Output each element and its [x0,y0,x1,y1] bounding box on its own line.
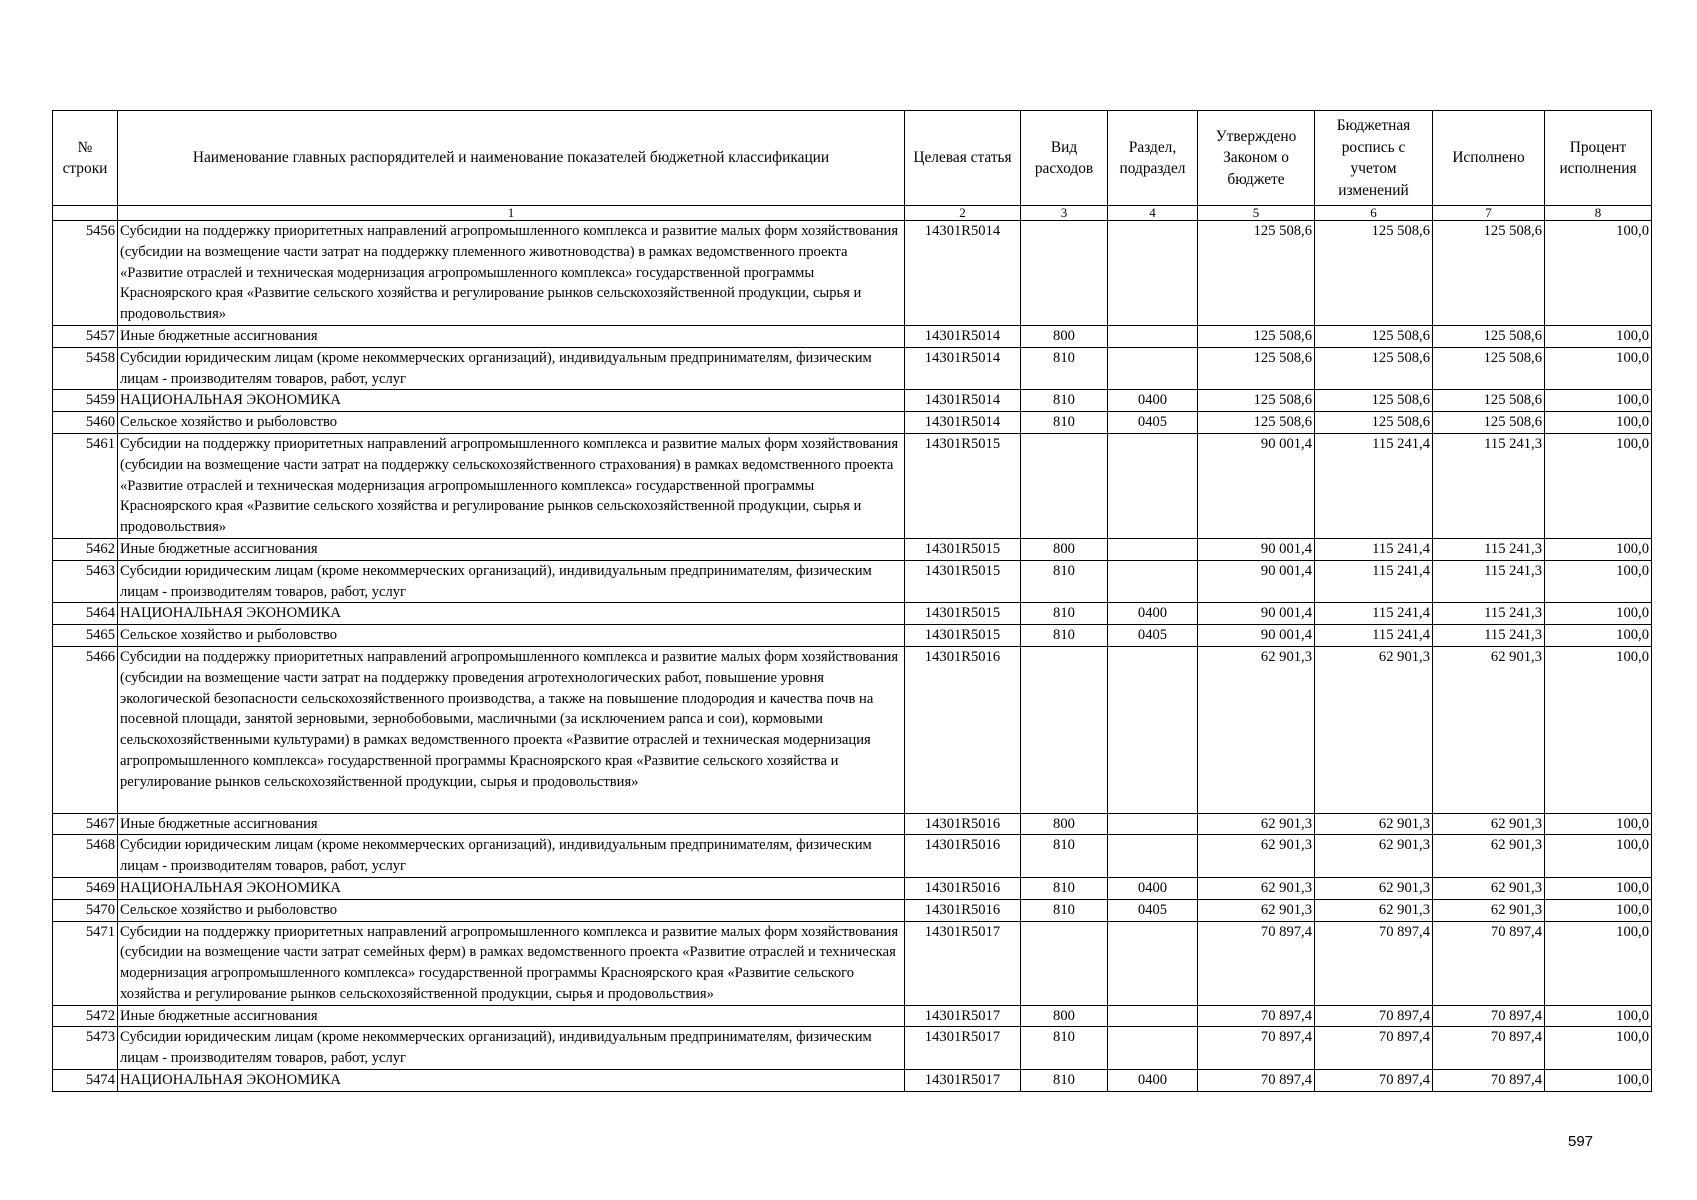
executed-cell: 125 508,6 [1433,390,1545,412]
executed-cell: 70 897,4 [1433,1070,1545,1092]
name-cell: Сельское хозяйство и рыболовство [118,412,905,434]
name-cell: Субсидии юридическим лицам (кроме некоммерческих организаций), индивидуальным предпринимателям, физическим лицам - производителям товаров, работ, услуг [118,347,905,390]
table-row [53,221,1652,326]
section-cell [1108,1005,1198,1027]
name-cell: Субсидии юридическим лицам (кроме некоммерческих организаций), индивидуальным предпринимателям, физическим лицам - производителям товаров, работ, услуг [118,560,905,603]
expense-type-cell: 800 [1021,538,1108,560]
budget-roster-cell: 70 897,4 [1315,1005,1433,1027]
name-cell: Субсидии на поддержку приоритетных направлений агропромышленного комплекса и развитие малых форм хозяйствования (субсидии на возмещение части затрат семейных ферм) в рамках ведомственного проекта «Развитие отраслей и техническая модернизация агропромышленного комплекса» государственной программы Красноярского края «Развитие сельского хозяйства и регулирование рынков сельскохозяйственной продукции, сырья и продовольствия» [118,921,905,1005]
name-cell: НАЦИОНАЛЬНАЯ ЭКОНОМИКА [118,1070,905,1092]
target-article-cell: 14301R5017 [905,1005,1021,1027]
percent-cell: 100,0 [1545,1005,1652,1027]
header-target-article: Целевая статья [905,111,1021,206]
name-cell: Иные бюджетные ассигнования [118,538,905,560]
approved-cell: 125 508,6 [1198,221,1315,326]
executed-cell: 62 901,3 [1433,835,1545,878]
expense-type-cell: 800 [1021,813,1108,835]
target-article-cell: 14301R5016 [905,877,1021,899]
executed-cell: 115 241,3 [1433,538,1545,560]
header-approved: Утверждено Законом о бюджете [1198,111,1315,206]
name-cell: Иные бюджетные ассигнования [118,325,905,347]
table-body [53,221,1652,1092]
target-article-cell: 14301R5014 [905,347,1021,390]
expense-type-cell [1021,221,1108,326]
section-cell [1108,560,1198,603]
budget-execution-table [52,110,1652,1092]
name-cell: Субсидии на поддержку приоритетных направлений агропромышленного комплекса и развитие малых форм хозяйствования (субсидии на возмещение части затрат на поддержку племенного животноводства) в рамках ведомственного проекта «Развитие отраслей и техническая модернизация агропромышленного комплекса» государственной программы Красноярского края «Развитие сельского хозяйства и регулирование рынков сельскохозяйственной продукции, сырья и продовольствия» [118,221,905,326]
budget-roster-cell: 115 241,4 [1315,603,1433,625]
approved-cell: 90 001,4 [1198,603,1315,625]
table-row [53,1070,1652,1092]
expense-type-cell: 810 [1021,899,1108,921]
column-number: 2 [905,206,1021,221]
section-cell [1108,538,1198,560]
name-cell: НАЦИОНАЛЬНАЯ ЭКОНОМИКА [118,390,905,412]
column-number: 6 [1315,206,1433,221]
name-cell: Субсидии на поддержку приоритетных направлений агропромышленного комплекса и развитие малых форм хозяйствования (субсидии на возмещение части затрат на поддержку проведения агротехнологических работ, повышение уровня экологической безопасности сельскохозяйственного производства, а также на повышение плодородия и качества почв на посевной площади, занятой зерновыми, зернобобовыми, масличными (за исключением рапса и сои), кормовыми сельскохозяйственными культурами) в рамках ведомственного проекта «Развитие отраслей и техническая модернизация агропромышленного комплекса» государственной программы Красноярского края «Развитие сельского хозяйства и регулирование рынков сельскохозяйственной продукции, сырья и продовольствия» [118,646,905,813]
executed-cell: 70 897,4 [1433,1027,1545,1070]
budget-roster-cell: 70 897,4 [1315,1070,1433,1092]
approved-cell: 125 508,6 [1198,390,1315,412]
name-cell: Субсидии юридическим лицам (кроме некоммерческих организаций), индивидуальным предпринимателям, физическим лицам - производителям товаров, работ, услуг [118,835,905,878]
section-cell: 0400 [1108,603,1198,625]
name-cell: Иные бюджетные ассигнования [118,1005,905,1027]
percent-cell: 100,0 [1545,347,1652,390]
expense-type-cell [1021,921,1108,1005]
approved-cell: 90 001,4 [1198,538,1315,560]
column-number: 1 [118,206,905,221]
approved-cell: 125 508,6 [1198,347,1315,390]
table-row [53,412,1652,434]
expense-type-cell: 810 [1021,1027,1108,1070]
executed-cell: 115 241,3 [1433,560,1545,603]
executed-cell: 125 508,6 [1433,347,1545,390]
section-cell: 0400 [1108,877,1198,899]
column-number: 4 [1108,206,1198,221]
expense-type-cell: 810 [1021,625,1108,647]
executed-cell: 125 508,6 [1433,221,1545,326]
expense-type-cell: 800 [1021,325,1108,347]
budget-roster-cell: 125 508,6 [1315,390,1433,412]
percent-cell: 100,0 [1545,646,1652,813]
budget-roster-cell: 70 897,4 [1315,1027,1433,1070]
table-row [53,433,1652,538]
budget-roster-cell: 70 897,4 [1315,921,1433,1005]
budget-roster-cell: 62 901,3 [1315,646,1433,813]
percent-cell: 100,0 [1545,1027,1652,1070]
section-cell: 0400 [1108,390,1198,412]
column-number-row [53,206,1652,221]
executed-cell: 125 508,6 [1433,412,1545,434]
row-number-cell: 5465 [53,625,118,647]
table-row [53,560,1652,603]
percent-cell: 100,0 [1545,603,1652,625]
approved-cell: 70 897,4 [1198,921,1315,1005]
percent-cell: 100,0 [1545,221,1652,326]
name-cell: Субсидии на поддержку приоритетных направлений агропромышленного комплекса и развитие малых форм хозяйствования (субсидии на возмещение части затрат на поддержку сельскохозяйственного страхования) в рамках ведомственного проекта «Развитие отраслей и техническая модернизация агропромышленного комплекса» государственной программы Красноярского края «Развитие сельского хозяйства и регулирование рынков сельскохозяйственной продукции, сырья и продовольствия» [118,433,905,538]
budget-roster-cell: 115 241,4 [1315,625,1433,647]
budget-roster-cell: 62 901,3 [1315,899,1433,921]
section-cell [1108,325,1198,347]
target-article-cell: 14301R5014 [905,325,1021,347]
table-row [53,646,1652,813]
table-header-row [53,111,1652,206]
header-row-number: № строки [53,111,118,206]
budget-roster-cell: 62 901,3 [1315,877,1433,899]
row-number-cell: 5464 [53,603,118,625]
table-row [53,1005,1652,1027]
expense-type-cell: 810 [1021,390,1108,412]
row-number-cell: 5472 [53,1005,118,1027]
header-budget-roster: Бюджетная роспись с учетом изменений [1315,111,1433,206]
header-expense-type: Вид расходов [1021,111,1108,206]
name-cell: Сельское хозяйство и рыболовство [118,899,905,921]
row-number-cell: 5461 [53,433,118,538]
page-number: 597 [1568,1133,1594,1150]
budget-roster-cell: 62 901,3 [1315,835,1433,878]
expense-type-cell: 810 [1021,560,1108,603]
row-number-cell: 5458 [53,347,118,390]
table-row [53,538,1652,560]
approved-cell: 90 001,4 [1198,433,1315,538]
column-number: 5 [1198,206,1315,221]
target-article-cell: 14301R5015 [905,433,1021,538]
percent-cell: 100,0 [1545,1070,1652,1092]
name-cell: НАЦИОНАЛЬНАЯ ЭКОНОМИКА [118,877,905,899]
budget-roster-cell: 125 508,6 [1315,325,1433,347]
row-number-cell: 5463 [53,560,118,603]
row-number-cell: 5468 [53,835,118,878]
target-article-cell: 14301R5014 [905,412,1021,434]
expense-type-cell [1021,433,1108,538]
target-article-cell: 14301R5016 [905,835,1021,878]
row-number-cell: 5462 [53,538,118,560]
row-number-cell: 5460 [53,412,118,434]
row-number-cell: 5473 [53,1027,118,1070]
expense-type-cell: 800 [1021,1005,1108,1027]
target-article-cell: 14301R5014 [905,221,1021,326]
budget-roster-cell: 125 508,6 [1315,347,1433,390]
target-article-cell: 14301R5017 [905,921,1021,1005]
row-number-cell: 5459 [53,390,118,412]
percent-cell: 100,0 [1545,560,1652,603]
row-number-cell: 5456 [53,221,118,326]
table-row [53,921,1652,1005]
name-cell: НАЦИОНАЛЬНАЯ ЭКОНОМИКА [118,603,905,625]
target-article-cell: 14301R5016 [905,899,1021,921]
target-article-cell: 14301R5015 [905,603,1021,625]
target-article-cell: 14301R5016 [905,813,1021,835]
name-cell: Субсидии юридическим лицам (кроме некоммерческих организаций), индивидуальным предпринимателям, физическим лицам - производителям товаров, работ, услуг [118,1027,905,1070]
row-number-cell: 5471 [53,921,118,1005]
table-row [53,625,1652,647]
expense-type-cell [1021,646,1108,813]
table-row [53,1027,1652,1070]
percent-cell: 100,0 [1545,390,1652,412]
name-cell: Иные бюджетные ассигнования [118,813,905,835]
approved-cell: 62 901,3 [1198,646,1315,813]
expense-type-cell: 810 [1021,412,1108,434]
executed-cell: 62 901,3 [1433,646,1545,813]
target-article-cell: 14301R5015 [905,538,1021,560]
header-name: Наименование главных распорядителей и наименование показателей бюджетной классификации [118,111,905,206]
target-article-cell: 14301R5015 [905,625,1021,647]
table-row [53,877,1652,899]
column-number: 8 [1545,206,1652,221]
target-article-cell: 14301R5016 [905,646,1021,813]
approved-cell: 62 901,3 [1198,877,1315,899]
section-cell [1108,221,1198,326]
section-cell: 0405 [1108,899,1198,921]
section-cell: 0405 [1108,412,1198,434]
row-number-cell: 5457 [53,325,118,347]
percent-cell: 100,0 [1545,877,1652,899]
header-executed: Исполнено [1433,111,1545,206]
expense-type-cell: 810 [1021,347,1108,390]
approved-cell: 70 897,4 [1198,1027,1315,1070]
table-row [53,603,1652,625]
percent-cell: 100,0 [1545,433,1652,538]
approved-cell: 90 001,4 [1198,625,1315,647]
column-number: 3 [1021,206,1108,221]
target-article-cell: 14301R5017 [905,1070,1021,1092]
header-section: Раздел, подраздел [1108,111,1198,206]
executed-cell: 125 508,6 [1433,325,1545,347]
executed-cell: 70 897,4 [1433,921,1545,1005]
section-cell [1108,646,1198,813]
name-cell: Сельское хозяйство и рыболовство [118,625,905,647]
approved-cell: 70 897,4 [1198,1005,1315,1027]
row-number-cell: 5474 [53,1070,118,1092]
percent-cell: 100,0 [1545,899,1652,921]
expense-type-cell: 810 [1021,603,1108,625]
approved-cell: 62 901,3 [1198,899,1315,921]
executed-cell: 62 901,3 [1433,813,1545,835]
executed-cell: 115 241,3 [1433,433,1545,538]
budget-roster-cell: 125 508,6 [1315,412,1433,434]
header-percent: Процент исполнения [1545,111,1652,206]
budget-roster-cell: 62 901,3 [1315,813,1433,835]
approved-cell: 62 901,3 [1198,813,1315,835]
expense-type-cell: 810 [1021,1070,1108,1092]
section-cell [1108,1027,1198,1070]
table-row [53,835,1652,878]
budget-roster-cell: 115 241,4 [1315,433,1433,538]
executed-cell: 115 241,3 [1433,625,1545,647]
percent-cell: 100,0 [1545,538,1652,560]
row-number-cell: 5467 [53,813,118,835]
expense-type-cell: 810 [1021,835,1108,878]
percent-cell: 100,0 [1545,813,1652,835]
table-row [53,347,1652,390]
column-number [53,206,118,221]
approved-cell: 125 508,6 [1198,325,1315,347]
executed-cell: 62 901,3 [1433,877,1545,899]
row-number-cell: 5469 [53,877,118,899]
percent-cell: 100,0 [1545,625,1652,647]
section-cell [1108,921,1198,1005]
expense-type-cell: 810 [1021,877,1108,899]
approved-cell: 70 897,4 [1198,1070,1315,1092]
table-row [53,325,1652,347]
table-row [53,899,1652,921]
section-cell [1108,813,1198,835]
row-number-cell: 5470 [53,899,118,921]
section-cell [1108,433,1198,538]
percent-cell: 100,0 [1545,412,1652,434]
percent-cell: 100,0 [1545,835,1652,878]
approved-cell: 62 901,3 [1198,835,1315,878]
budget-roster-cell: 115 241,4 [1315,560,1433,603]
budget-roster-cell: 125 508,6 [1315,221,1433,326]
row-number-cell: 5466 [53,646,118,813]
target-article-cell: 14301R5017 [905,1027,1021,1070]
table-row [53,390,1652,412]
column-number: 7 [1433,206,1545,221]
section-cell: 0405 [1108,625,1198,647]
percent-cell: 100,0 [1545,325,1652,347]
executed-cell: 62 901,3 [1433,899,1545,921]
budget-roster-cell: 115 241,4 [1315,538,1433,560]
executed-cell: 115 241,3 [1433,603,1545,625]
approved-cell: 90 001,4 [1198,560,1315,603]
percent-cell: 100,0 [1545,921,1652,1005]
target-article-cell: 14301R5015 [905,560,1021,603]
section-cell: 0400 [1108,1070,1198,1092]
section-cell [1108,835,1198,878]
executed-cell: 70 897,4 [1433,1005,1545,1027]
table-row [53,813,1652,835]
approved-cell: 125 508,6 [1198,412,1315,434]
section-cell [1108,347,1198,390]
target-article-cell: 14301R5014 [905,390,1021,412]
